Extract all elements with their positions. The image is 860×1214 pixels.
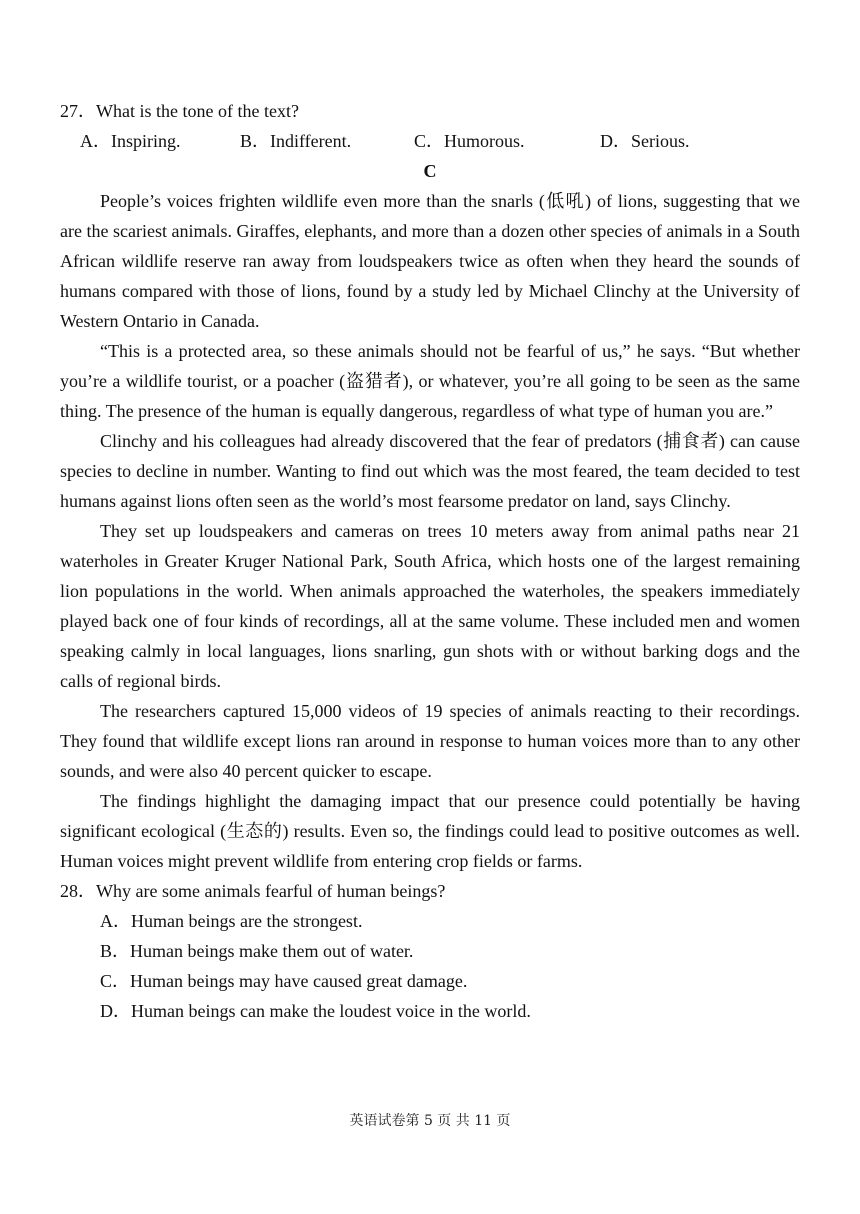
passage-paragraph: “This is a protected area, so these animals should not be fearful of us,” he says. “But whether you’re a wildlife tourist, or a poacher (盗猎者), or whatever, you’re all going to be seen as the same thing. The presence of the human is equally dangerous, regardless of what type of human you are.” (60, 341, 800, 421)
question-27-option-b: B．Indifferent. (240, 131, 352, 151)
passage-paragraph: People’s voices frighten wildlife even more than the snarls (低吼) of lions, suggesting that we are the scariest animals. Giraffes, elephants, and more than a dozen other species of animals in a South African wildlife reserve ran away from loudspeakers twice as often when they heard the sounds of humans compared with those of lions, found by a study led by Michael Clinchy at the University of Western Ontario in Canada. (60, 191, 800, 331)
passage-paragraph: The researchers captured 15,000 videos of 19 species of animals reacting to their recordings. They found that wildlife except lions ran around in response to human voices more than to any other sounds, and were also 40 percent quicker to escape. (60, 701, 800, 781)
question-27-options (60, 126, 800, 156)
passage-paragraph: They set up loudspeakers and cameras on trees 10 meters away from animal paths near 21 waterholes in Greater Kruger National Park, South Africa, which hosts one of the largest remaining lion populations in the world. When animals approached the waterholes, the speakers immediately played back one of four kinds of recordings, all at the same volume. These included men and women speaking calmly in local languages, lions snarling, gun shots with or without barking dogs and the calls of regional birds. (60, 521, 800, 691)
question-27-option-c: C．Humorous. (414, 131, 525, 151)
question-28-option-a: A．Human beings are the strongest. (100, 911, 363, 931)
question-27-option-a: A．Inspiring. (80, 131, 181, 151)
question-28-option-c: C．Human beings may have caused great damage. (100, 971, 468, 991)
page-footer: 英语试卷第 5 页 共 11 页 (349, 1113, 511, 1129)
page-content (60, 96, 800, 1026)
question-28-option-b: B．Human beings make them out of water. (100, 941, 414, 961)
passage-paragraph: Clinchy and his colleagues had already discovered that the fear of predators (捕食者) can cause species to decline in number. Wanting to find out which was the most feared, the team decided to test humans against lions often seen as the world’s most fearsome predator on land, says Clinchy. (60, 431, 800, 511)
question-27-option-d: D．Serious. (600, 131, 690, 151)
passage-paragraph: The findings highlight the damaging impact that our presence could potentially be having significant ecological (生态的) results. Even so, the findings could lead to positive outcomes as well. Human voices might prevent wildlife from entering crop fields or farms. (60, 791, 800, 871)
question-28-option-d: D．Human beings can make the loudest voice in the world. (100, 1001, 531, 1021)
question-27-stem: 27．What is the tone of the text? (60, 101, 299, 121)
question-28-stem: 28．Why are some animals fearful of human beings? (60, 881, 446, 901)
section-heading: C (423, 161, 437, 181)
